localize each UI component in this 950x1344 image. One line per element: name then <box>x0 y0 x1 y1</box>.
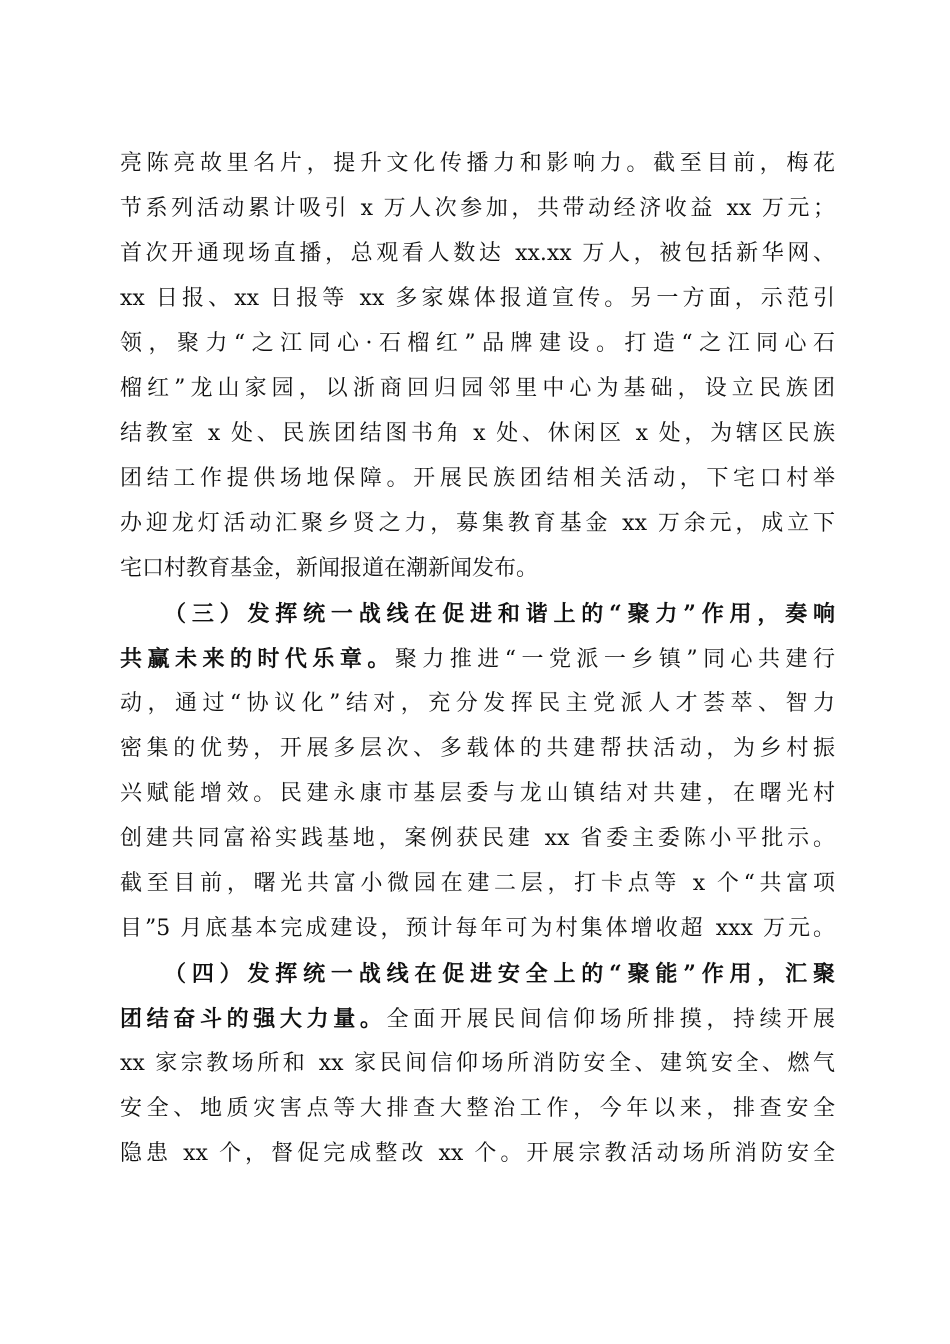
section-4-heading-end: 团结奋斗的强大力量。 <box>120 1006 387 1032</box>
section-3-line: 目”5 月底基本完成建设，预计每年可为村集体增收超 xxx 万元。 <box>120 916 835 941</box>
section-3-line: 兴赋能增效。民建永康市基层委与龙山镇结对共建，在曙光村 <box>120 781 835 806</box>
section-3-heading-end: 共赢未来的时代乐章。 <box>120 646 395 672</box>
section-4-line <box>120 999 835 1039</box>
section-3-line: 动，通过“协议化”结对，充分发挥民主党派人才荟萃、智力 <box>120 691 835 716</box>
section-4-heading: （四）发挥统一战线在促进安全上的“聚能”作用，汇聚 <box>164 961 835 987</box>
paragraph-line: 榴红”龙山家园，以浙商回归园邻里中心为基础，设立民族团 <box>120 376 835 401</box>
paragraph-line: 宅口村教育基金，新闻报道在潮新闻发布。 <box>120 556 539 581</box>
paragraph-line: 办迎龙灯活动汇聚乡贤之力，募集教育基金 xx 万余元，成立下 <box>120 511 835 536</box>
paragraph-line: 团结工作提供场地保障。开展民族团结相关活动，下宅口村举 <box>120 466 835 491</box>
section-4-line: 安全、地质灾害点等大排查大整治工作，今年以来，排查安全 <box>120 1096 835 1121</box>
paragraph-line: 结教室 x 处、民族团结图书角 x 处、休闲区 x 处，为辖区民族 <box>120 421 835 446</box>
section-3-line: 密集的优势，开展多层次、多载体的共建帮扶活动，为乡村振 <box>120 736 835 761</box>
paragraph-line: 节系列活动累计吸引 x 万人次参加，共带动经济收益 xx 万元； <box>120 196 835 221</box>
paragraph-line: 领，聚力“之江同心·石榴红”品牌建设。打造“之江同心石 <box>120 331 835 356</box>
section-3-line <box>120 639 835 679</box>
paragraph-line: 首次开通现场直播，总观看人数达 xx.xx 万人，被包括新华网、 <box>120 241 835 266</box>
section-3-line: 创建共同富裕实践基地，案例获民建 xx 省委主委陈小平批示。 <box>120 826 835 851</box>
section-4-text: 全面开展民间信仰场所排摸，持续开展 <box>386 1007 835 1032</box>
section-3-text: 聚力推进“一党派一乡镇”同心共建行 <box>394 647 835 672</box>
section-3-line: 截至目前，曙光共富小微园在建二层，打卡点等 x 个“共富项 <box>120 871 835 896</box>
paragraph-line: 亮陈亮故里名片，提升文化传播力和影响力。截至目前，梅花 <box>120 151 835 176</box>
section-3-heading: （三）发挥统一战线在促进和谐上的“聚力”作用，奏响 <box>164 601 835 627</box>
section-4-line: xx 家宗教场所和 xx 家民间信仰场所消防安全、建筑安全、燃气 <box>120 1051 835 1076</box>
section-4-line: 隐患 xx 个，督促完成整改 xx 个。开展宗教活动场所消防安全 <box>120 1141 835 1166</box>
paragraph-line: xx 日报、xx 日报等 xx 多家媒体报道宣传。另一方面，示范引 <box>120 286 835 311</box>
